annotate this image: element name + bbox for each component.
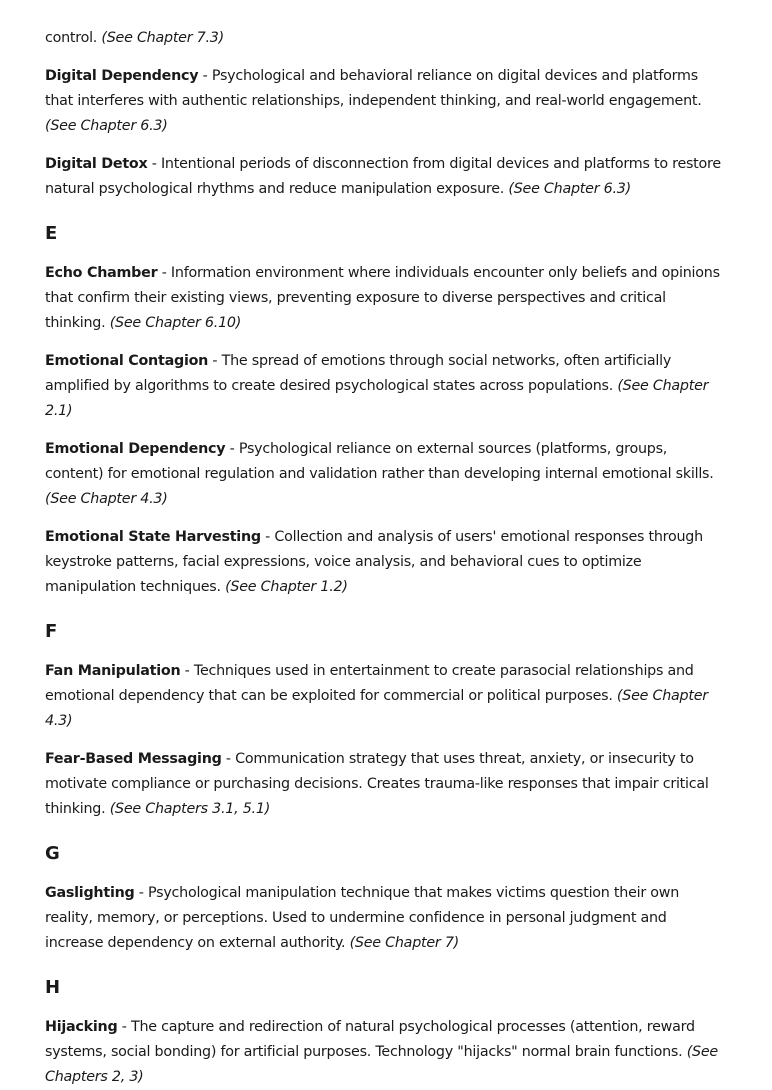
glossary-definition: The spread of emotions through social networks, often artificially amplified by algorithms to create desired psychological states across populations. bbox=[45, 353, 672, 394]
glossary-entry: Hijacking - The capture and redirection of natural psychological processes (attention, reward systems, social bonding) for artificial purposes. Technology "hijacks" normal brain functions. (See Chapters 2, 3) bbox=[45, 1019, 718, 1085]
continuation-text: control. bbox=[45, 30, 98, 46]
glossary-entry: Emotional Dependency - Psychological reliance on external sources (platforms, groups, content) for emotional regulation and validation rather than developing internal emotional skills. (See Chapter 4.3) bbox=[45, 441, 714, 507]
chapter-reference: (See Chapter 6.10) bbox=[109, 315, 242, 331]
glossary-term: Hijacking bbox=[45, 1019, 118, 1035]
glossary-entry: Fear-Based Messaging - Communication strategy that uses threat, anxiety, or insecurity to motivate compliance or purchasing decisions. Creates trauma-like responses that impair critical thinking. (See Chapters 3.1, 5.1) bbox=[45, 751, 709, 817]
glossary-entry: Emotional Contagion - The spread of emotions through social networks, often artificially amplified by algorithms to create desired psychological states across populations. (See Chapter 2.1) bbox=[45, 353, 709, 419]
glossary-entry: Digital Dependency - Psychological and behavioral reliance on digital devices and platforms that interferes with authentic relationships, independent thinking, and real-world engagement. (See Chapter 6.3) bbox=[45, 68, 702, 134]
glossary-definition: Techniques used in entertainment to create parasocial relationships and emotional dependency that can be exploited for commercial or political purposes. bbox=[45, 663, 694, 704]
chapter-reference: (See Chapter 6.3) bbox=[508, 181, 631, 197]
section-letter-g: G bbox=[45, 843, 60, 864]
chapter-reference: (See Chapter 1.2) bbox=[225, 579, 348, 595]
glossary-entry: Echo Chamber - Information environment where individuals encounter only beliefs and opinions that confirm their existing views, preventing exposure to diverse perspectives and critical thinking. (See Chapter 6.10) bbox=[45, 265, 720, 331]
chapter-reference: (See Chapter 4.3) bbox=[45, 688, 708, 729]
glossary-entry: Digital Detox - Intentional periods of disconnection from digital devices and platforms to restore natural psychological rhythms and reduce manipulation exposure. (See Chapter 6.3) bbox=[45, 156, 721, 197]
chapter-reference: (See Chapter 4.3) bbox=[45, 491, 168, 507]
section-letter-h: H bbox=[45, 977, 60, 998]
glossary-definition: Collection and analysis of users' emotional responses through keystroke patterns, facial expressions, voice analysis, and behavioral cues to optimize manipulation techniques. bbox=[45, 529, 703, 595]
glossary-entry: Gaslighting - Psychological manipulation technique that makes victims question their own reality, memory, or perceptions. Used to undermine confidence in personal judgment and increase dependency on external authority. (See Chapter 7) bbox=[45, 885, 680, 951]
chapter-reference: (See Chapter 7) bbox=[349, 935, 460, 951]
glossary-term: Emotional State Harvesting bbox=[45, 529, 261, 545]
glossary-definition: Intentional periods of disconnection from digital devices and platforms to restore natural psychological rhythms and reduce manipulation exposure. bbox=[45, 156, 721, 197]
glossary-definition: Psychological and behavioral reliance on digital devices and platforms that interferes with authentic relationships, independent thinking, and real-world engagement. bbox=[45, 68, 702, 109]
glossary-entry: Fan Manipulation - Techniques used in entertainment to create parasocial relationships and emotional dependency that can be exploited for commercial or political purposes. (See Chapter 4.3) bbox=[45, 663, 708, 729]
glossary-term: Echo Chamber bbox=[45, 265, 158, 281]
chapter-reference: (See Chapters 3.1, 5.1) bbox=[109, 801, 271, 817]
chapter-reference: (See Chapter 2.1) bbox=[45, 378, 709, 419]
glossary-term: Gaslighting bbox=[45, 885, 135, 901]
glossary-definition: Psychological manipulation technique that makes victims question their own reality, memory, or perceptions. Used to undermine confidence in personal judgment and increase dependency on external authority. bbox=[45, 885, 680, 951]
glossary-definition: Information environment where individuals encounter only beliefs and opinions that confirm their existing views, preventing exposure to diverse perspectives and critical thinking. bbox=[45, 265, 720, 331]
glossary-definition: The capture and redirection of natural psychological processes (attention, reward systems, social bonding) for artificial purposes. Technology "hijacks" normal brain functions. bbox=[45, 1019, 695, 1060]
chapter-reference: (See Chapter 7.3) bbox=[101, 30, 224, 46]
glossary-definition: Communication strategy that uses threat, anxiety, or insecurity to motivate compliance or purchasing decisions. Creates trauma-like responses that impair critical thinking. bbox=[45, 751, 709, 817]
glossary-term: Digital Dependency bbox=[45, 68, 199, 84]
glossary-term: Digital Detox bbox=[45, 156, 148, 172]
glossary-term: Fan Manipulation bbox=[45, 663, 181, 679]
glossary-term: Fear-Based Messaging bbox=[45, 751, 222, 767]
glossary-term: Emotional Contagion bbox=[45, 353, 209, 369]
glossary-term: Emotional Dependency bbox=[45, 441, 226, 457]
section-letter-f: F bbox=[45, 621, 58, 642]
section-letter-e: E bbox=[45, 223, 58, 244]
glossary-entry: Emotional State Harvesting - Collection and analysis of users' emotional responses through keystroke patterns, facial expressions, voice analysis, and behavioral cues to optimize manipulation techniques. (See Chapter 1.2) bbox=[45, 529, 703, 595]
chapter-reference: (See Chapters 2, 3) bbox=[45, 1044, 718, 1085]
glossary-continuation bbox=[45, 26, 727, 51]
chapter-reference: (See Chapter 6.3) bbox=[45, 118, 168, 134]
glossary-definition: Psychological reliance on external sources (platforms, groups, content) for emotional regulation and validation rather than developing internal emotional skills. bbox=[45, 441, 714, 482]
